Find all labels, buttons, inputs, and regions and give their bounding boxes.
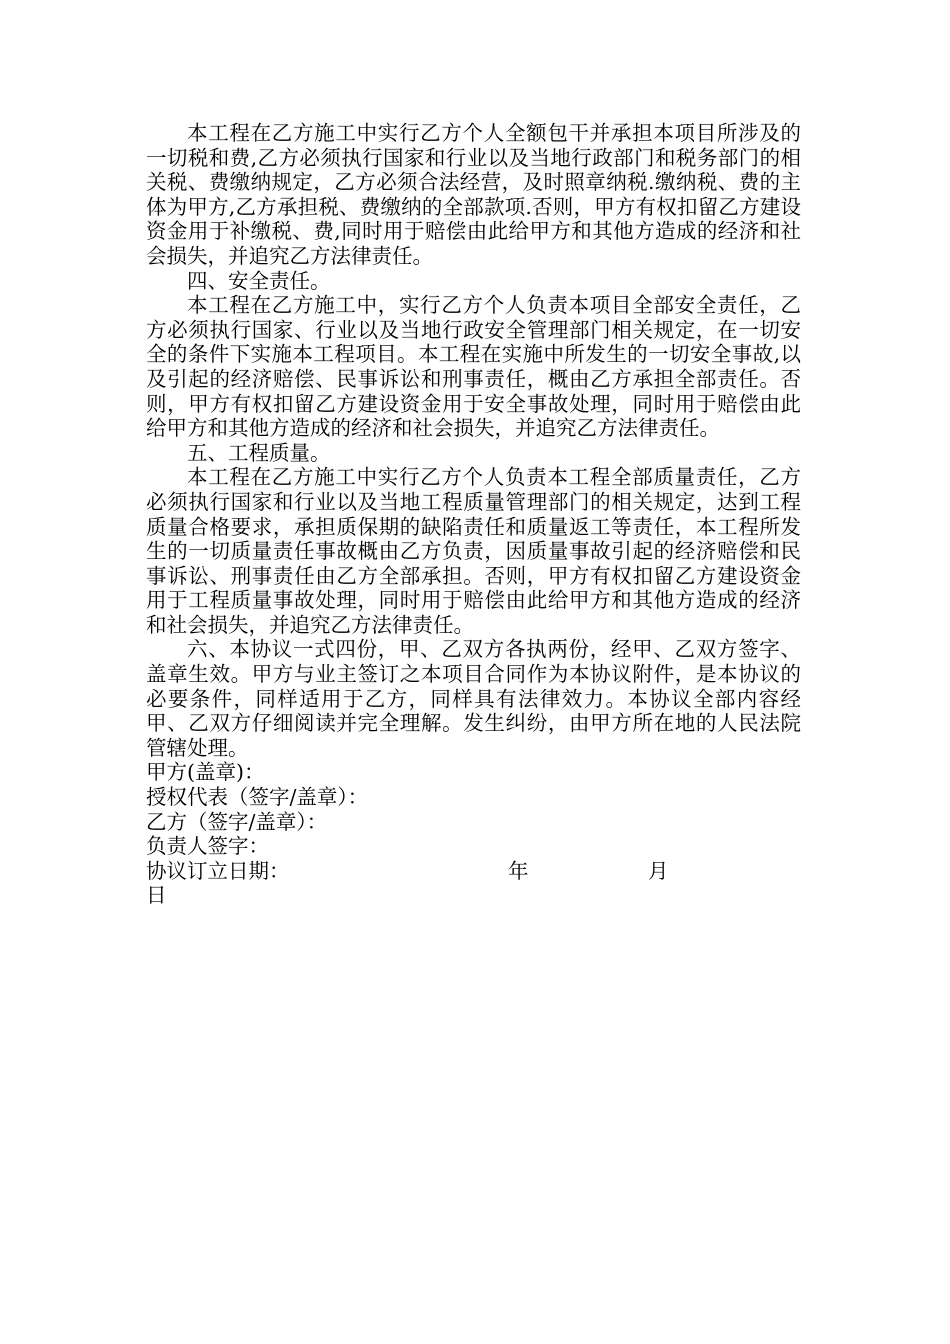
party-a-seal-label: 甲方(盖章)： (146, 760, 265, 785)
quality-heading: 五、工程质量。 (187, 440, 331, 465)
safety-heading: 四、安全责任。 (187, 268, 331, 293)
copies-paragraph: 六、本协议一式四份，甲、乙双方各执两份，经甲、乙双方签字、盖章生效。甲方与业主签订之本项目合同作为本协议附件，是本协议的必要条件，同样适用于乙方，同样具有法律效力。本协议全部内容经甲、乙双方仔细阅读并完全理解。发生纠纷，由甲方所在地的人民法院管辖处理。 (146, 637, 801, 760)
tax-paragraph: 本工程在乙方施工中实行乙方个人全额包干并承担本项目所涉及的一切税和费,乙方必须执行国家和行业以及当地行政部门和税务部门的相关税、费缴纳规定，乙方必须合法经营，及时照章纳税.缴纳税、费的主体为甲方,乙方承担税、费缴纳的全部款项.否则，甲方有权扣留乙方建设资金用于补缴税、费,同时用于赔偿由此给甲方和其他方造成的经济和社会损失，并追究乙方法律责任。 (146, 121, 801, 268)
safety-paragraph: 本工程在乙方施工中，实行乙方个人负责本项目全部安全责任，乙方必须执行国家、行业以及当地行政安全管理部门相关规定，在一切安全的条件下实施本工程项目。本工程在实施中所发生的一切安全事故,以及引起的经济赔偿、民事诉讼和刑事责任，概由乙方承担全部责任。否则，甲方有权扣留乙方建设资金用于安全事故处理，同时用于赔偿由此给甲方和其他方造成的经济和社会损失，并追究乙方法律责任。 (146, 293, 801, 441)
date-label: 协议订立日期： (146, 858, 290, 883)
date-year-label: 年 (508, 858, 529, 883)
date-month-label: 月 (648, 858, 669, 883)
responsible-person-label: 负责人签字： (146, 834, 269, 859)
agreement-date-row (146, 859, 801, 884)
party-b-signature-label: 乙方（签字/盖章）： (146, 809, 328, 834)
date-day-label: 日 (146, 883, 167, 908)
authorized-rep-label: 授权代表（签字/盖章）： (146, 785, 369, 810)
document-page (146, 121, 801, 908)
quality-paragraph: 本工程在乙方施工中实行乙方个人负责本工程全部质量责任，乙方必须执行国家和行业以及当地工程质量管理部门的相关规定，达到工程质量合格要求，承担质保期的缺陷责任和质量返工等责任，本工程所发生的一切质量责任事故概由乙方负责，因质量事故引起的经济赔偿和民事诉讼、刑事责任由乙方全部承担。否则，甲方有权扣留乙方建设资金用于工程质量事故处理，同时用于赔偿由此给甲方和其他方造成的经济和社会损失，并追究乙方法律责任。 (146, 465, 801, 637)
